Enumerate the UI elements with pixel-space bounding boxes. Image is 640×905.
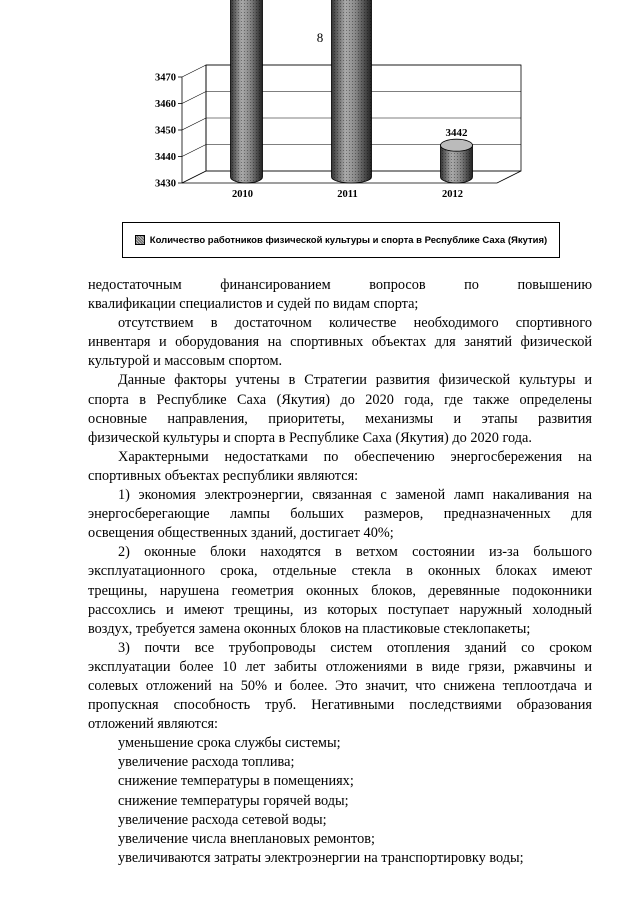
text-line: инвентаря и оборудования на спортивных объектах для занятий физической (88, 334, 592, 351)
text-line: уменьшение срока службы системы; (118, 735, 341, 752)
text-line: рассохлись и имеют трещины, из которых поступает наружный холодный (88, 601, 592, 618)
y-tick-label: 3470 (155, 72, 176, 84)
text-line: 3) почти все трубопроводы систем отопления зданий со сроком (118, 639, 592, 656)
text-line: увеличиваются затраты электроэнергии на транспортировку воды; (118, 849, 524, 866)
text-line: освещения общественных зданий, достигает 40%; (88, 525, 394, 542)
text-line: отсутствием в достаточном количестве необходимого спортивного (118, 315, 592, 332)
text-line: энергосберегающие лампы больших размеров, предназначенных для (88, 506, 592, 523)
text-line: эксплуатации более 10 лет забиты отложениями в виде грязи, ржавчины и (88, 658, 592, 675)
text-line: увеличение числа внеплановых ремонтов; (118, 830, 375, 847)
text-line: спортивных объектах республики являются: (88, 467, 359, 484)
text-line: воздух, требуется замена оконных блоков на пластиковые стеклопакеты; (88, 620, 531, 637)
bar-top (441, 139, 473, 151)
text-line: отложений являются: (88, 716, 218, 733)
legend-swatch (135, 235, 145, 245)
y-tick-label: 3430 (155, 178, 176, 190)
text-line: увеличение расхода топлива; (118, 754, 295, 771)
y-tick-label: 3440 (155, 152, 176, 163)
text-line: солевых отложений на 50% и более. Это значит, что снижена теплоотдача и (88, 677, 592, 694)
x-tick-label: 2010 (232, 189, 253, 200)
y-tick-label: 3450 (155, 125, 176, 137)
legend-label: Количество работников физической культуры и спорта в Республике Саха (Якутия) (149, 234, 548, 246)
data-label: 3442 (445, 127, 468, 140)
x-tick-label: 2011 (337, 189, 358, 200)
page-number: 8 (316, 30, 324, 45)
chart-legend (122, 222, 560, 258)
text-line: квалификации специалистов и судей по видам спорта; (88, 296, 419, 313)
bar-chart (155, 60, 540, 210)
text-line: основные направления, приоритеты, механизмы и этапы развития (88, 410, 592, 427)
x-tick-label: 2012 (442, 189, 463, 200)
text-line: культурой и массовым спортом. (88, 353, 283, 370)
text-line: снижение температуры горячей воды; (118, 792, 349, 809)
bar-texture (332, 0, 372, 183)
text-line: снижение температуры в помещениях; (118, 773, 354, 790)
y-tick-label: 3460 (155, 99, 176, 110)
text-line: 2) оконные блоки находятся в ветхом состоянии из-за большого (118, 544, 592, 561)
text-line: эксплуатационного срока, отдельные стекла в оконных блоках имеют (88, 563, 592, 580)
text-line: физической культуры и спорта в Республике Саха (Якутия) до 2020 года. (88, 429, 532, 446)
chart-canvas (155, 60, 540, 210)
text-line: увеличение расхода сетевой воды; (118, 811, 327, 828)
bar-texture (231, 0, 263, 183)
text-line: трещины, нарушена геометрия оконных блоков, деревянные подоконники (88, 582, 592, 599)
text-line: спорта в Республике Саха (Якутия) до 2020 года, где также определены (88, 391, 592, 408)
text-line: недостаточным финансированием вопросов по повышению (88, 277, 592, 293)
text-line: Характерными недостатками по обеспечению энергосбережения на (118, 448, 592, 465)
text-line: 1) экономия электроэнергии, связанная с заменой ламп накаливания на (118, 487, 592, 504)
document-body (88, 276, 592, 868)
text-line: пропускная способность труб. Негативными последствиями образования (88, 697, 592, 714)
text-line: Данные факторы учтены в Стратегии развития физической культуры и (118, 372, 592, 389)
